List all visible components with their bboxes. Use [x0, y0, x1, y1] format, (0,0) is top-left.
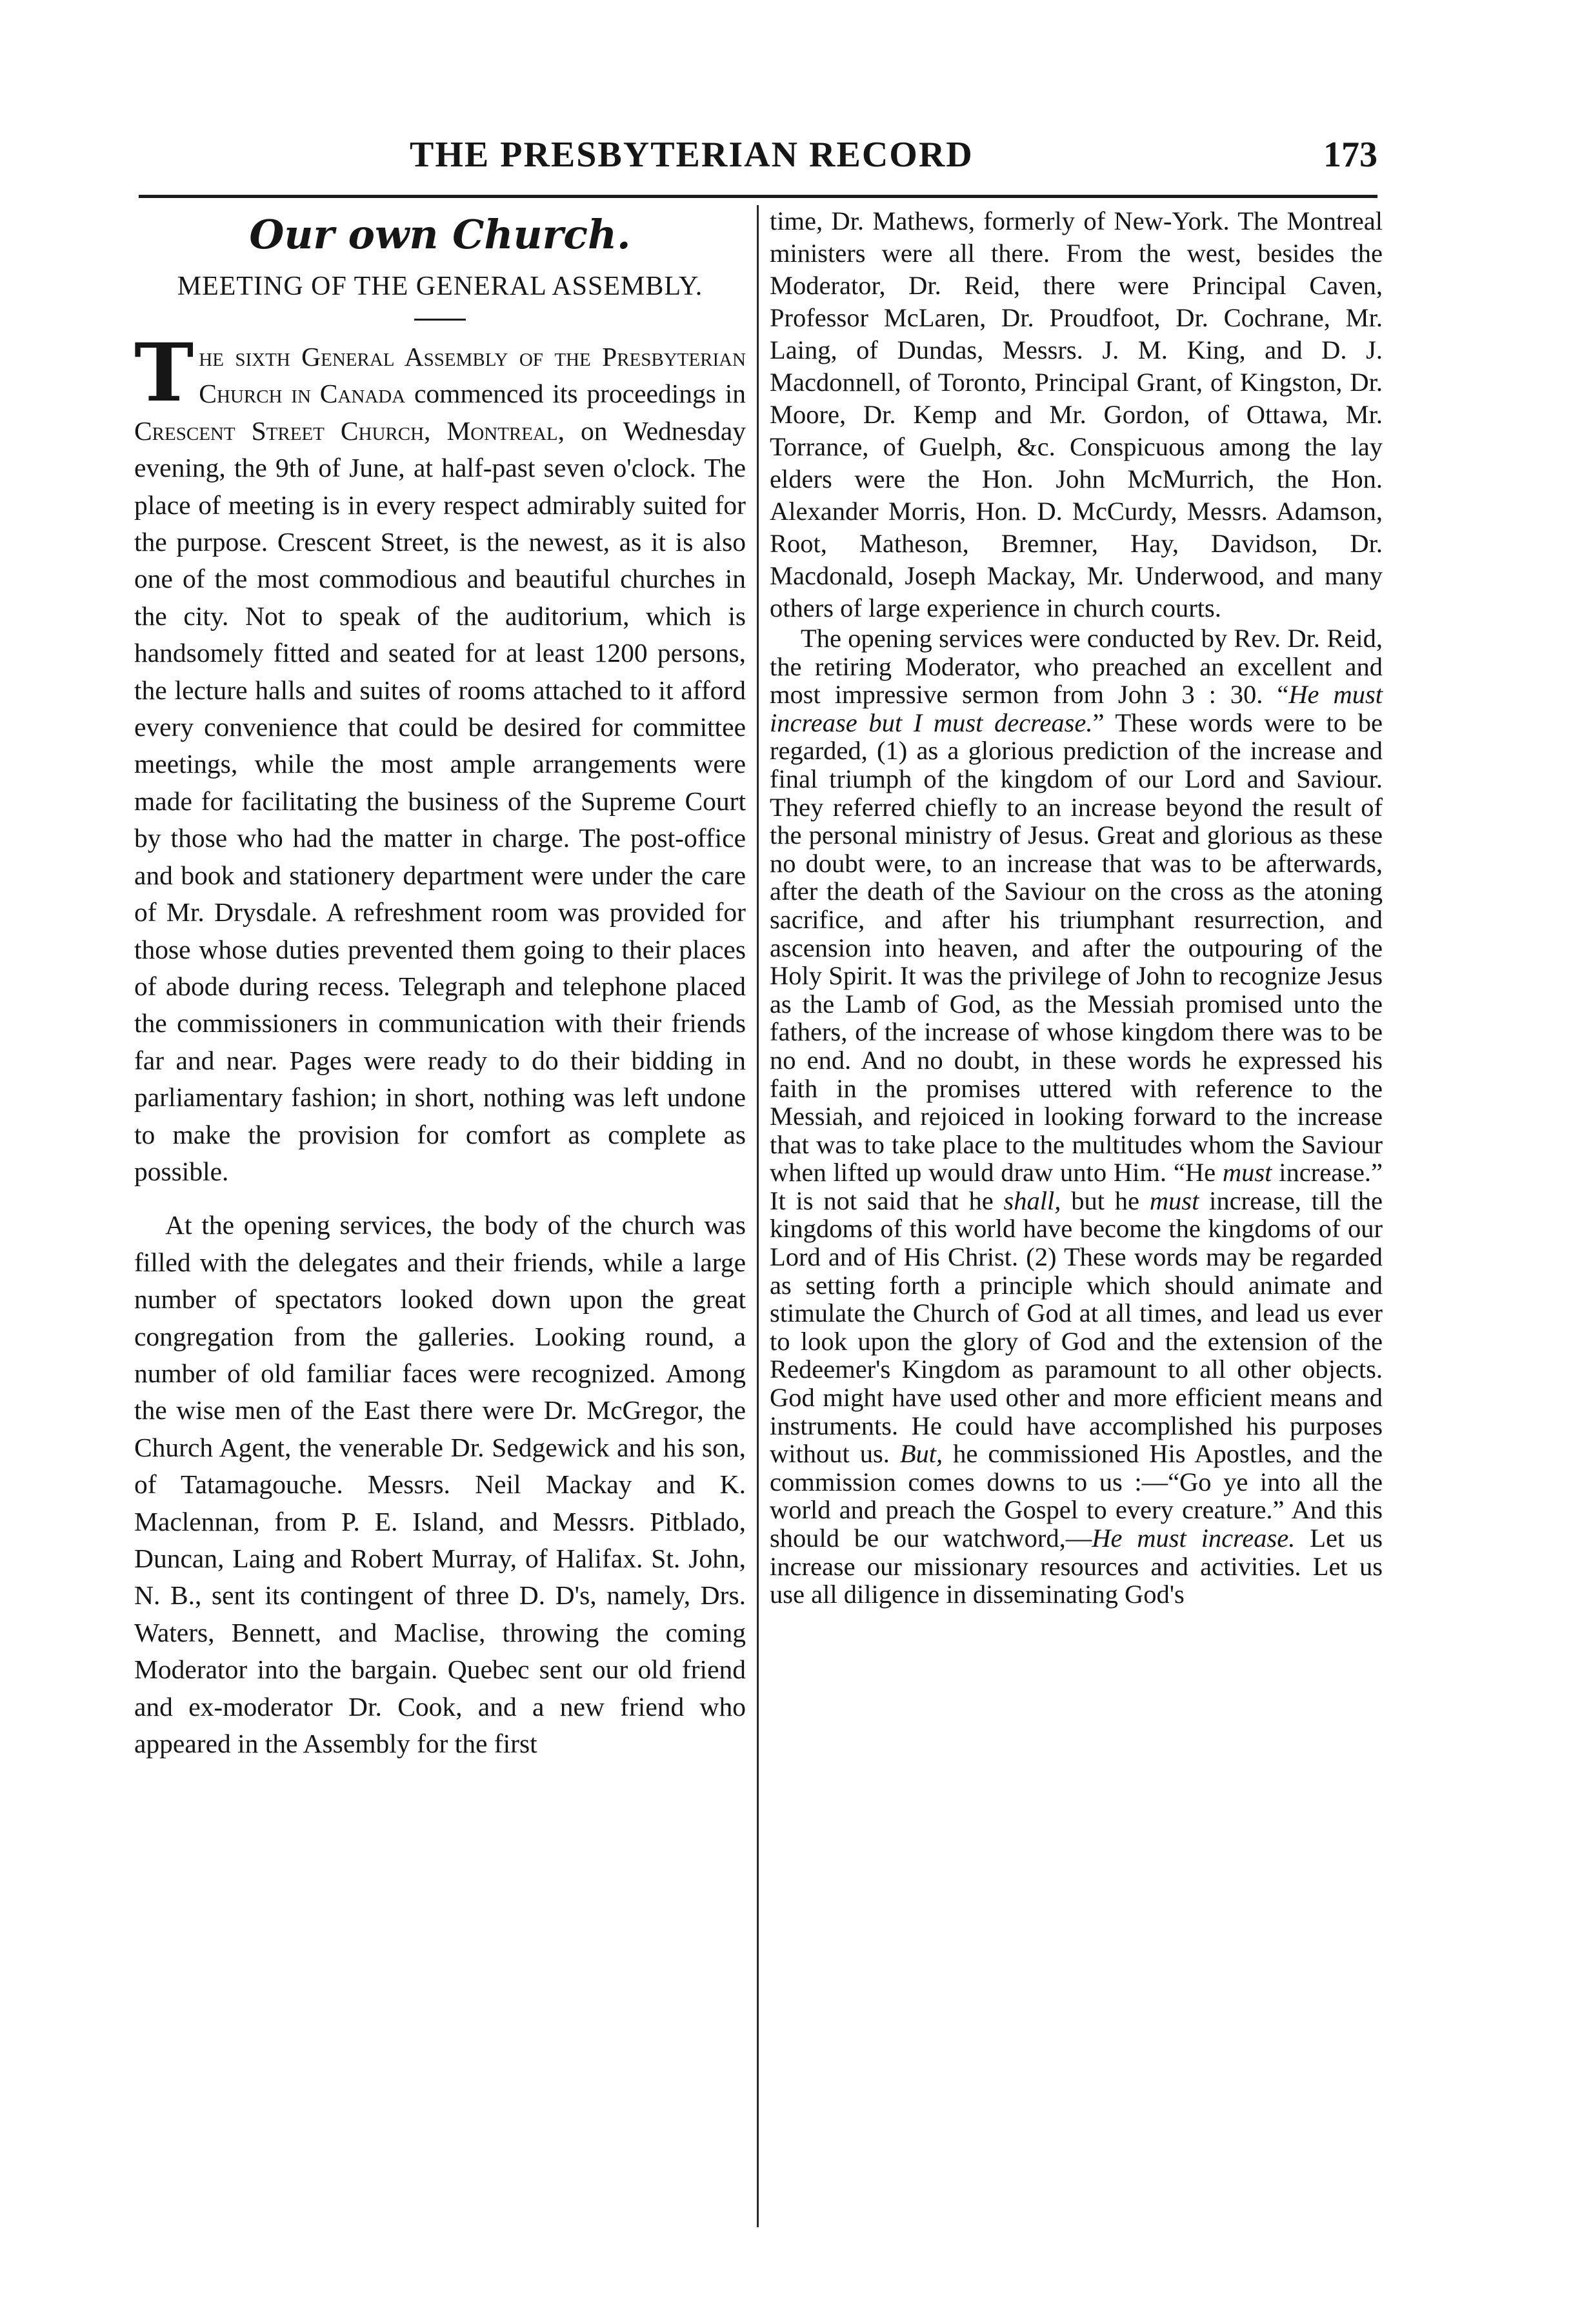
opening-paragraph	[134, 326, 746, 1190]
sermon-text-k: he commissioned His Apostles, and the commission comes downs to us :—“Go ye into all the world and preach the Gospel to every creature.” And this should be our watchword,—	[770, 1439, 1383, 1553]
column-divider	[757, 205, 759, 2227]
paragraph-sermon	[770, 624, 1383, 1609]
sermon-text-c: ” These words were to be regarded, (1) as a glorious prediction of the increase and final triumph of the kingdom of our Lord and Saviour. They referred chiefly to an increase beyond the result of the personal ministry of Jesus. Great and glorious as these no doubt were, to an increase that was to be afterwards, after the death of the Saviour on the cross as the atoning sacrifice, and after his triumphant resurrection, and ascension into heaven, and after the outpouring of the Holy Spirit. It was the privilege of John to recognize Jesus as the Lamb of God, as the Messiah promised unto the fathers, of the increase of whose kingdom there was to be no end. And no doubt, in these words he expressed his faith in the promises uttered with reference to the Messiah, and rejoiced in looking forward to the increase that was to take place to the multitudes whom the Saviour when lifted up would draw unto Him. “He	[770, 708, 1383, 1187]
right-column	[770, 205, 1383, 1609]
sermon-text-a: The opening services were conducted by Rev. Dr. Reid, the retiring Moderator, who preached an excellent and most impressive sermon from John 3 : 30. “	[770, 624, 1383, 710]
sermon-text-i: increase, till the kingdoms of this world have become the kingdoms of our Lord and of His Christ. (2) These words may be regarded as setting forth a principle which should animate and stimulate the Church of God at all times, and lead us ever to look upon the glory of God and the extension of the Redeemer's Kingdom as paramount to all other objects. God might have used other and more efficient means and instruments. He could have accomplished his purposes without us.	[770, 1186, 1383, 1469]
section-subtitle: MEETING OF THE GENERAL ASSEMBLY.	[177, 272, 703, 301]
sermon-italic-watchword: He must increase.	[1092, 1524, 1296, 1553]
page-header	[139, 134, 1377, 179]
section-title: Our own Church.	[249, 211, 631, 258]
sermon-italic-must-2: must	[1149, 1186, 1199, 1215]
page-number: 173	[1323, 135, 1377, 175]
left-column	[134, 205, 746, 1762]
paragraph-attendees: time, Dr. Mathews, formerly of New-York. The Montreal ministers were all there. From the west, besides the Moderator, Dr. Reid, there were Principal Caven, Professor McLaren, Dr. Proudfoot, Dr. Cochrane, Mr. Laing, of Dundas, Messrs. J. M. King, and D. J. Macdonnell, of Toronto, Principal Grant, of Kingston, Dr. Moore, Dr. Kemp and Mr. Gordon, of Ottawa, Mr. Torrance, of Guelph, &c. Conspicuous among the lay elders were the Hon. John McMurrich, the Hon. Alexander Morris, Hon. D. McCurdy, Messrs. Adamson, Root, Matheson, Bremner, Hay, Davidson, Dr. Macdonald, Joseph Mackay, Mr. Underwood, and many others of large experience in church courts.	[770, 206, 1383, 622]
header-rule	[139, 195, 1377, 198]
sermon-italic-shall: shall,	[1003, 1186, 1061, 1215]
opening-smallcaps-1: he sixth General Assembly of the Presbyterian Church in Canada	[199, 342, 746, 409]
sermon-text-m: Let us increase our missionary resources and activities. Let us use all diligence in disseminating God's	[770, 1524, 1383, 1609]
sermon-text-e: increase.” It is not said that he	[770, 1158, 1383, 1215]
sermon-text-g: but he	[1061, 1186, 1150, 1215]
running-title: THE PRESBYTERIAN RECORD	[410, 135, 974, 175]
opening-text-1: commenced its proceedings in	[405, 379, 746, 409]
title-rule	[414, 319, 466, 321]
paragraph-opening-services: At the opening services, the body of the church was filled with the delegates and their friends, while a large number of spectators looked down upon the great congregation from the galleries. Looking round, a number of old familiar faces were recognized. Among the wise men of the East there were Dr. McGregor, the Church Agent, the venerable Dr. Sedgewick and his son, of Tatamagouche. Messrs. Neil Mackay and K. Maclennan, from P. E. Island, and Messrs. Pitblado, Duncan, Laing and Robert Murray, of Halifax. St. John, N. B., sent its contingent of three D. D's, namely, Drs. Waters, Bennett, and Maclise, throwing the coming Moderator into the bargain. Quebec sent our old friend and ex-moderator Dr. Cook, and a new friend who appeared in the Assembly for the first	[134, 1210, 746, 1759]
sermon-italic-must-1: must	[1222, 1158, 1272, 1187]
sermon-quote-italic: He must increase but I must decrease.	[770, 680, 1383, 737]
opening-text-2: on Wednesday evening, the 9th of June, at half-past seven o'clock. The place of meeting is in every respect admirably suited for the purpose. Crescent Street, is the newest, as it is also one of the most commodious and beautiful churches in the city. Not to speak of the auditorium, which is handsomely fitted and seated for at least 1200 persons, the lecture halls and suites of rooms attached to it afford every convenience that could be desired for committee meetings, while the most ample arrangements were made for facilitating the business of the Supreme Court by those who had the matter in charge. The post-office and book and stationery department were under the care of Mr. Drysdale. A refreshment room was provided for those whose duties prevented them going to their places of abode during recess. Telegraph and telephone placed the commissioners in communication with their friends far and near. Pages were ready to do their bidding in parliamentary fashion; in short, nothing was left undone to make the provision for comfort as complete as possible.	[134, 415, 746, 1186]
drop-cap: T	[134, 326, 194, 420]
sermon-italic-but: But,	[899, 1439, 943, 1469]
opening-smallcaps-2: Crescent Street Church, Montreal,	[134, 415, 565, 446]
